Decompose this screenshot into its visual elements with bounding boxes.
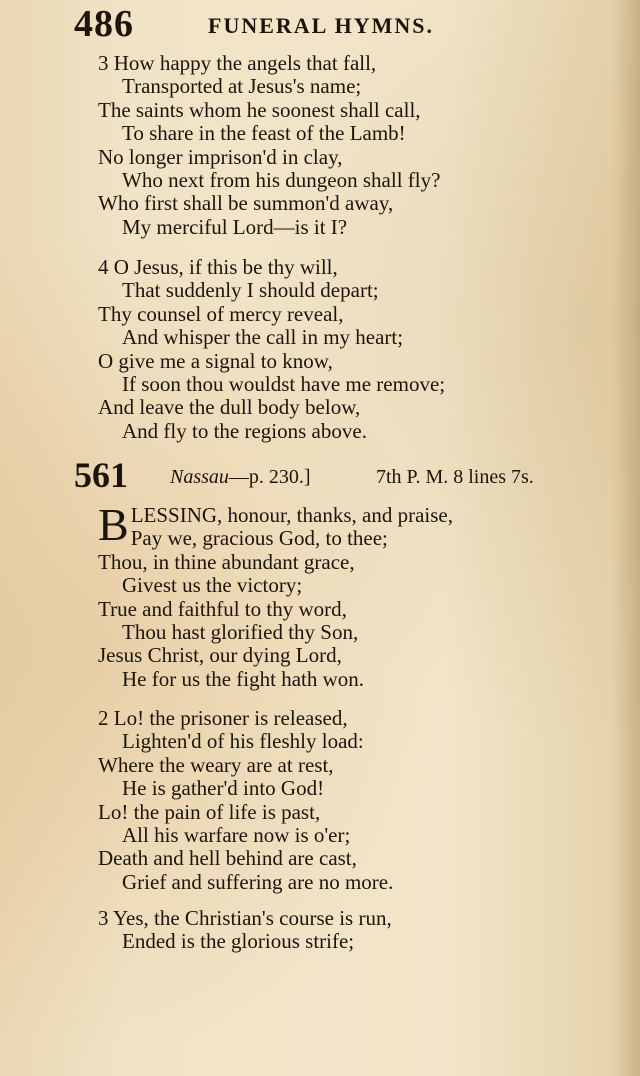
verse-line: Lo! the pain of life is past, [98,799,321,824]
verse-line: If soon thou wouldst have me remove; [122,371,446,396]
verse-line: O give me a signal to know, [98,348,333,373]
verse-line: He is gather'd into God! [122,776,325,801]
hymn-number: 561 [74,455,128,495]
verse-line: Where the weary are at rest, [98,752,334,777]
verse-line: All his warfare now is o'er; [122,822,351,847]
page-edge-shadow [612,0,640,1076]
verse-line: Who first shall be summon'd away, [98,191,394,216]
verse-line: My merciful Lord—is it I? [122,214,348,239]
verse-line: The saints whom he soonest shall call, [98,97,421,122]
verse-line: Transported at Jesus's name; [122,74,362,99]
verse-line: True and faithful to thy word, [98,596,347,621]
stanza-1 [98,499,568,691]
verse-line: Thy counsel of mercy reveal, [98,301,344,326]
verse-line: Pay we, gracious God, to thee; [130,526,388,551]
page-number: 486 [74,3,134,45]
verse-line: And whisper the call in my heart; [122,325,404,350]
verse-line: LESSING, honour, thanks, and praise, [130,503,453,527]
verse-line: And leave the dull body below, [98,395,361,420]
hymn-heading [74,454,604,498]
verse-line: And fly to the regions above. [122,418,367,443]
verse-line: Lighten'd of his fleshly load: [122,729,364,754]
drop-cap: B [98,499,129,550]
verse-line: That suddenly I should depart; [122,278,379,303]
verse-line: Jesus Christ, our dying Lord, [98,643,342,668]
verse-line: 2 Lo! the prisoner is released, [98,706,348,730]
verse-line: Who next from his dungeon shall fly? [122,167,441,192]
running-head: FUNERAL HYMNS. [208,13,435,38]
hymn-meter: 7th P. M. 8 lines 7s. [376,466,534,488]
verse-line: 3 How happy the angels that fall, [98,51,377,75]
verse-line: No longer imprison'd in clay, [98,144,343,169]
verse-line: 3 Yes, the Christian's course is run, [98,906,392,930]
stanza-4-previous-hymn [98,256,568,443]
verse-line: Thou hast glorified thy Son, [122,619,359,644]
tune-reference: —p. 230.] [228,466,311,488]
verse-line: He for us the fight hath won. [122,666,365,691]
stanza-3-previous-hymn [98,52,568,239]
tune-name: Nassau [170,466,229,488]
verse-line: Ended is the glorious strife; [122,929,355,954]
hymn-tune [170,466,311,489]
stanza-3 [98,907,568,954]
verse-line: Grief and suffering are no more. [122,869,394,894]
stanza-2 [98,707,568,894]
verse-line: To share in the feast of the Lamb! [122,121,406,146]
verse-line: Thou, in thine abundant grace, [98,549,355,574]
verse-line: 4 O Jesus, if this be thy will, [98,255,338,279]
verse-line: Death and hell behind are cast, [98,846,357,871]
page-header [74,2,494,45]
verse-line: Givest us the victory; [122,573,303,598]
